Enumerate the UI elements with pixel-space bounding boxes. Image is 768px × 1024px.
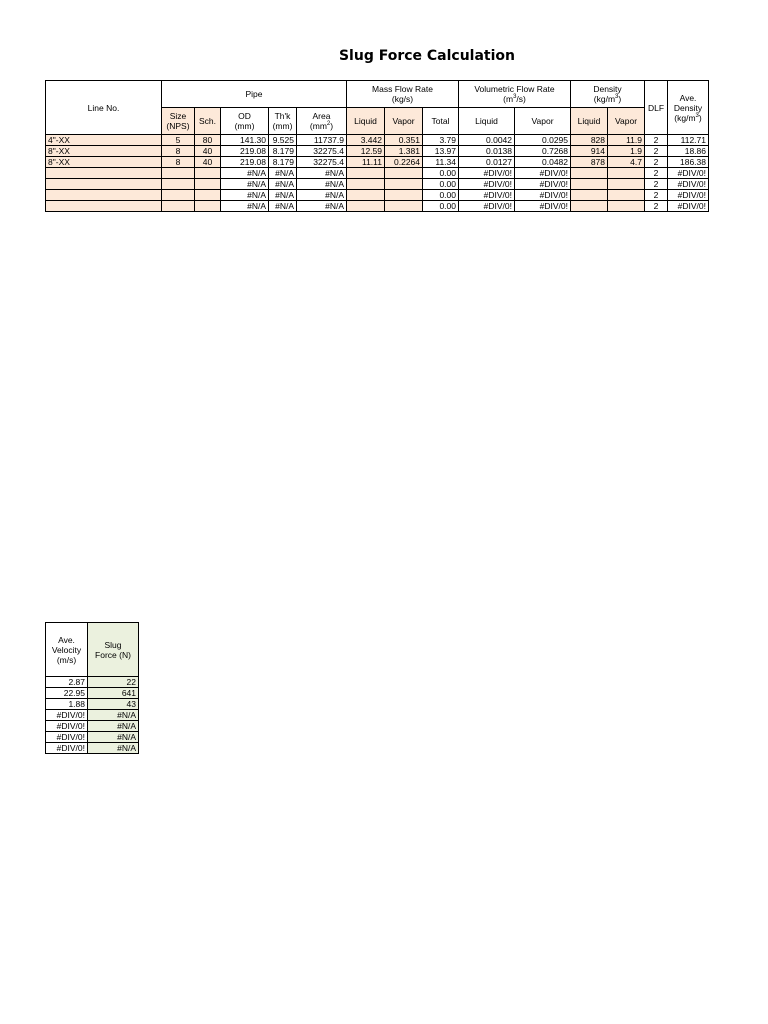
table-row	[46, 743, 139, 754]
table-cell[interactable]: 219.08	[221, 146, 269, 157]
table-cell[interactable]: #DIV/0!	[459, 190, 515, 201]
table-cell[interactable]: #N/A	[221, 190, 269, 201]
table-cell[interactable]: 3.79	[423, 135, 459, 146]
table-cell[interactable]: #N/A	[269, 179, 297, 190]
table-cell[interactable]: 0.0042	[459, 135, 515, 146]
slug-force-cell[interactable]: 641	[88, 688, 139, 699]
table-cell[interactable]: 18.86	[668, 146, 709, 157]
header-od: OD (mm)	[221, 108, 269, 135]
table-cell[interactable]	[385, 190, 423, 201]
ave-velocity-cell[interactable]: 2.87	[46, 677, 88, 688]
table-cell[interactable]: #DIV/0!	[515, 201, 571, 212]
header-line-no: Line No.	[46, 81, 162, 135]
table-cell[interactable]: #DIV/0!	[668, 190, 709, 201]
table-cell[interactable]: #DIV/0!	[668, 201, 709, 212]
table-cell[interactable]: 40	[195, 146, 221, 157]
table-row	[46, 721, 139, 732]
ave-velocity-cell[interactable]: #DIV/0!	[46, 710, 88, 721]
table-cell[interactable]: 3.442	[347, 135, 385, 146]
table-row	[46, 168, 709, 179]
slug-force-cell[interactable]: 22	[88, 677, 139, 688]
header-dlf: DLF	[645, 81, 668, 135]
table-cell[interactable]: 8.179	[269, 157, 297, 168]
table-cell[interactable]	[571, 201, 608, 212]
table-row	[46, 190, 709, 201]
table-cell[interactable]: #N/A	[269, 201, 297, 212]
table-row	[46, 135, 709, 146]
table-cell[interactable]: 11737.9	[297, 135, 347, 146]
table-cell[interactable]: #N/A	[269, 190, 297, 201]
table-cell[interactable]: 8"-XX	[46, 146, 162, 157]
table-cell[interactable]: #DIV/0!	[459, 201, 515, 212]
header-slug-force: Slug Force (N)	[88, 623, 139, 677]
table-cell[interactable]	[195, 179, 221, 190]
header-mass-liquid: Liquid	[347, 108, 385, 135]
table-cell[interactable]: 9.525	[269, 135, 297, 146]
table-cell[interactable]	[46, 179, 162, 190]
table-cell[interactable]: 32275.4	[297, 157, 347, 168]
table-cell[interactable]: #N/A	[297, 190, 347, 201]
ave-velocity-cell[interactable]: 1.88	[46, 699, 88, 710]
table-cell[interactable]: 2	[645, 179, 668, 190]
table-row	[46, 688, 139, 699]
table-cell[interactable]	[571, 190, 608, 201]
table-cell[interactable]: 914	[571, 146, 608, 157]
table-cell[interactable]: #N/A	[297, 179, 347, 190]
table-cell[interactable]	[347, 168, 385, 179]
table-cell[interactable]: #DIV/0!	[515, 179, 571, 190]
table-cell[interactable]: 828	[571, 135, 608, 146]
table-cell[interactable]: #N/A	[221, 179, 269, 190]
table-cell[interactable]: 0.351	[385, 135, 423, 146]
header-ave-density: Ave. Density $(kg/m^3)$	[668, 81, 709, 135]
table-cell[interactable]: 0.0127	[459, 157, 515, 168]
table-row	[46, 677, 139, 688]
table-cell[interactable]: #DIV/0!	[515, 168, 571, 179]
table-cell[interactable]: 2	[645, 157, 668, 168]
ave-velocity-cell[interactable]: #DIV/0!	[46, 743, 88, 754]
table-cell[interactable]: 32275.4	[297, 146, 347, 157]
slug-force-cell[interactable]: 43	[88, 699, 139, 710]
table-cell[interactable]: #DIV/0!	[515, 190, 571, 201]
header-pipe: Pipe	[162, 81, 347, 108]
header-mass-total: Total	[423, 108, 459, 135]
ave-velocity-cell[interactable]: #DIV/0!	[46, 721, 88, 732]
table-cell[interactable]	[46, 168, 162, 179]
table-cell[interactable]: 0.0482	[515, 157, 571, 168]
table-cell[interactable]	[385, 201, 423, 212]
slug-force-cell[interactable]: #N/A	[88, 721, 139, 732]
table-cell[interactable]: #DIV/0!	[668, 168, 709, 179]
table-row	[46, 179, 709, 190]
table-cell[interactable]: 1.9	[608, 146, 645, 157]
table-row	[46, 157, 709, 168]
slug-force-cell[interactable]: #N/A	[88, 743, 139, 754]
header-ave-velocity: Ave. Velocity (m/s)	[46, 623, 88, 677]
header-mass-flow: Mass Flow Rate (kg/s)	[347, 81, 459, 108]
table-cell[interactable]	[46, 201, 162, 212]
table-cell[interactable]: 5	[162, 135, 195, 146]
table-cell[interactable]: 0.00	[423, 190, 459, 201]
table-cell[interactable]	[162, 201, 195, 212]
header-density-liquid: Liquid	[571, 108, 608, 135]
table-cell[interactable]: 8.179	[269, 146, 297, 157]
header-volumetric-flow: Volumetric Flow Rate $(m^3/s)$	[459, 81, 571, 108]
table-cell[interactable]: 0.2264	[385, 157, 423, 168]
table-cell[interactable]: 11.34	[423, 157, 459, 168]
slug-force-table	[45, 80, 709, 212]
table-cell[interactable]: 12.59	[347, 146, 385, 157]
table-row	[46, 146, 709, 157]
table-cell[interactable]	[162, 168, 195, 179]
table-cell[interactable]	[195, 190, 221, 201]
table-cell[interactable]: #DIV/0!	[668, 179, 709, 190]
table-row	[46, 201, 709, 212]
velocity-force-table	[45, 622, 139, 754]
table-cell[interactable]: 80	[195, 135, 221, 146]
table-cell[interactable]	[608, 168, 645, 179]
table-cell[interactable]: 0.00	[423, 168, 459, 179]
table-cell[interactable]	[195, 168, 221, 179]
table-cell[interactable]: 2	[645, 168, 668, 179]
table-cell[interactable]	[608, 201, 645, 212]
table-cell[interactable]: #N/A	[221, 168, 269, 179]
header-vol-vapor: Vapor	[515, 108, 571, 135]
table-cell[interactable]: 11.11	[347, 157, 385, 168]
table-cell[interactable]: 2	[645, 201, 668, 212]
table-cell[interactable]: 4.7	[608, 157, 645, 168]
header-density-vapor: Vapor	[608, 108, 645, 135]
table-cell[interactable]: 11.9	[608, 135, 645, 146]
table-cell[interactable]	[385, 168, 423, 179]
table-cell[interactable]: 2	[645, 190, 668, 201]
table-cell[interactable]: 8	[162, 157, 195, 168]
header-thk: Th'k (mm)	[269, 108, 297, 135]
header-density: Density $(kg/m^3)$	[571, 81, 645, 108]
table-cell[interactable]: #N/A	[269, 168, 297, 179]
table-cell[interactable]: 0.00	[423, 179, 459, 190]
table-cell[interactable]: 40	[195, 157, 221, 168]
table-cell[interactable]: 141.30	[221, 135, 269, 146]
table-cell[interactable]	[608, 179, 645, 190]
table-cell[interactable]: 2	[645, 135, 668, 146]
ave-velocity-cell[interactable]: #DIV/0!	[46, 732, 88, 743]
table-cell[interactable]	[195, 201, 221, 212]
header-area: Area $(mm^2)$	[297, 108, 347, 135]
table-cell[interactable]: 112.71	[668, 135, 709, 146]
table-cell[interactable]: 878	[571, 157, 608, 168]
table-cell[interactable]: #N/A	[297, 201, 347, 212]
table-row	[46, 710, 139, 721]
table-cell[interactable]: 0.0295	[515, 135, 571, 146]
slug-force-cell[interactable]: #N/A	[88, 710, 139, 721]
header-sch: Sch.	[195, 108, 221, 135]
table-cell[interactable]: #N/A	[221, 201, 269, 212]
table-cell[interactable]	[385, 179, 423, 190]
table-cell[interactable]	[608, 190, 645, 201]
table-cell[interactable]	[162, 190, 195, 201]
table-cell[interactable]: 8"-XX	[46, 157, 162, 168]
header-mass-vapor: Vapor	[385, 108, 423, 135]
table-cell[interactable]	[46, 190, 162, 201]
table-cell[interactable]	[162, 179, 195, 190]
table-cell[interactable]: 2	[645, 146, 668, 157]
table-cell[interactable]	[571, 179, 608, 190]
table-cell[interactable]: 219.08	[221, 157, 269, 168]
table-row	[46, 732, 139, 743]
sheet-title: Slug Force Calculation	[338, 48, 516, 64]
header-vol-liquid: Liquid	[459, 108, 515, 135]
table-cell[interactable]: #DIV/0!	[459, 168, 515, 179]
table-row	[46, 699, 139, 710]
table-cell[interactable]	[347, 201, 385, 212]
table-cell[interactable]: #N/A	[297, 168, 347, 179]
table-cell[interactable]	[571, 168, 608, 179]
header-size: Size (NPS)	[162, 108, 195, 135]
table-cell[interactable]: 186.38	[668, 157, 709, 168]
table-cell[interactable]: 0.0138	[459, 146, 515, 157]
table-cell[interactable]: 0.7268	[515, 146, 571, 157]
table-cell[interactable]: 4"-XX	[46, 135, 162, 146]
table-cell[interactable]: #DIV/0!	[459, 179, 515, 190]
slug-force-cell[interactable]: #N/A	[88, 732, 139, 743]
table-cell[interactable]: 8	[162, 146, 195, 157]
table-cell[interactable]: 0.00	[423, 201, 459, 212]
table-cell[interactable]: 1.381	[385, 146, 423, 157]
table-cell[interactable]: 13.97	[423, 146, 459, 157]
table-cell[interactable]	[347, 190, 385, 201]
ave-velocity-cell[interactable]: 22.95	[46, 688, 88, 699]
table-cell[interactable]	[347, 179, 385, 190]
